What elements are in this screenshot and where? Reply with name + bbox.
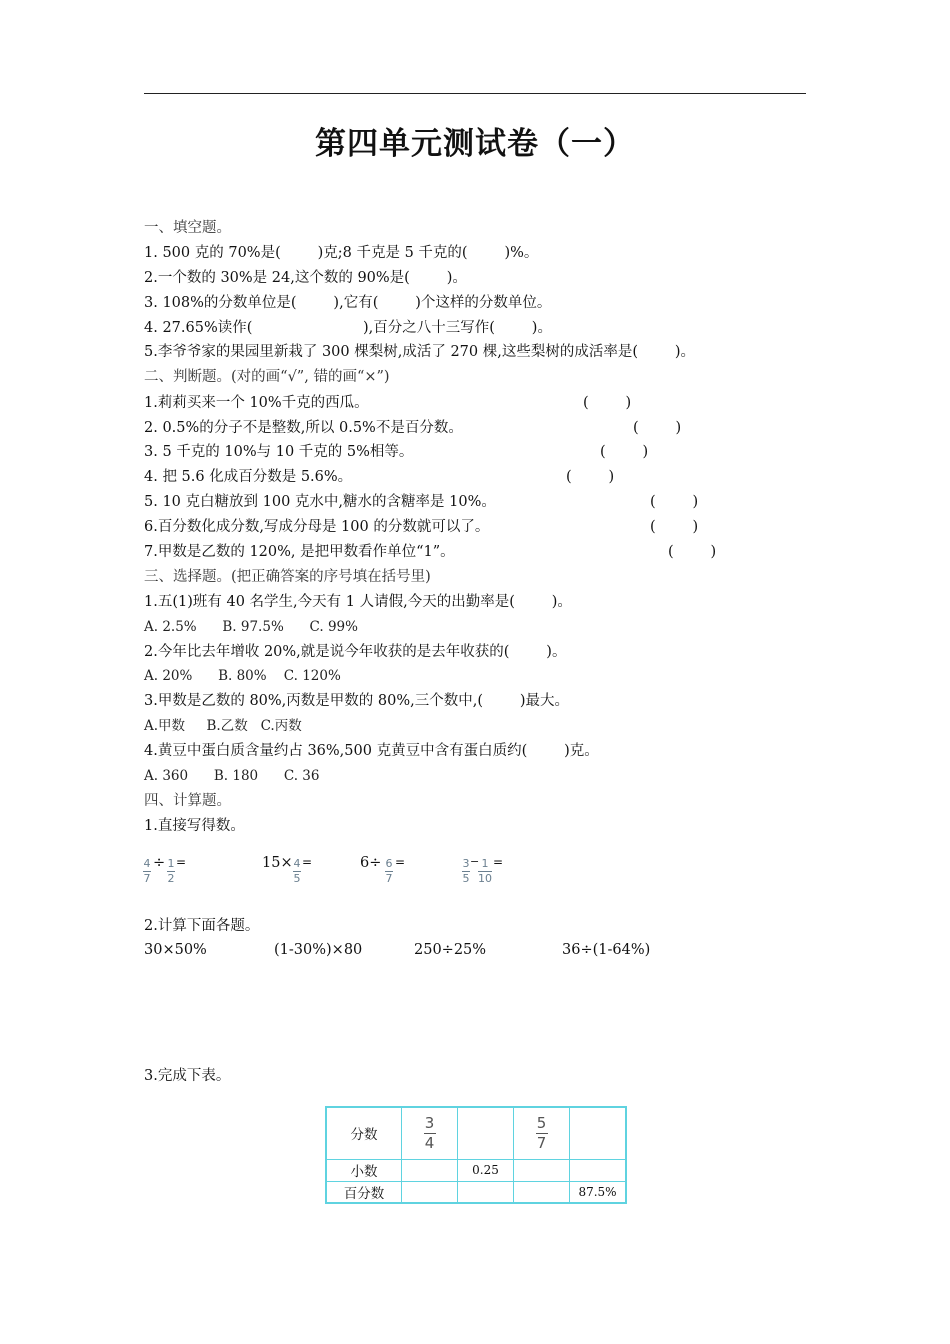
table-cell xyxy=(570,1159,627,1181)
fraction xyxy=(293,858,301,885)
table-cell xyxy=(402,1107,458,1159)
table-cell xyxy=(570,1107,627,1159)
row-label-fraction: 分数 xyxy=(326,1107,402,1159)
denominator: 2 xyxy=(167,872,175,885)
operator: − xyxy=(470,855,480,868)
fill-question-5: 5.李爷爷家的果园里新栽了 300 棵梨树,成活了 270 棵,这些梨树的成活率是( )。 xyxy=(144,344,696,360)
judge-question-5: 5. 10 克白糖放到 100 克水中,糖水的含糖率是 10%。 xyxy=(144,494,496,510)
judge-answer-1: ( ) xyxy=(583,395,632,411)
fraction xyxy=(167,858,175,885)
table-row-fraction xyxy=(326,1107,626,1159)
judge-answer-7: ( ) xyxy=(668,544,717,560)
table-cell xyxy=(514,1159,570,1181)
operand: 15× xyxy=(262,855,293,871)
table-cell: 0.25 xyxy=(458,1159,514,1181)
judge-question-6: 6.百分数化成分数,写成分母是 100 的分数就可以了。 xyxy=(144,519,490,535)
denominator: 5 xyxy=(462,872,470,885)
fraction xyxy=(143,858,151,885)
table-cell xyxy=(458,1107,514,1159)
table-cell xyxy=(402,1181,458,1203)
denominator: 5 xyxy=(293,872,301,885)
row-label-percent: 百分数 xyxy=(326,1181,402,1203)
choice-options-4: A. 360 B. 180 C. 36 xyxy=(144,768,320,784)
numerator: 4 xyxy=(293,857,301,870)
fraction xyxy=(478,858,492,885)
judge-question-1: 1.莉莉买来一个 10%千克的西瓜。 xyxy=(144,395,369,411)
fill-question-4: 4. 27.65%读作( ),百分之八十三写作( )。 xyxy=(144,320,552,336)
choice-question-4: 4.黄豆中蛋白质含量约占 36%,500 克黄豆中含有蛋白质约( )克。 xyxy=(144,743,599,759)
fraction xyxy=(462,858,470,885)
section-fill-in-heading: 一、填空题。 xyxy=(144,220,231,236)
judge-answer-4: ( ) xyxy=(566,469,615,485)
table-cell xyxy=(514,1107,570,1159)
choice-options-3: A.甲数 B.乙数 C.丙数 xyxy=(144,718,302,734)
numerator: 6 xyxy=(385,857,393,870)
equals: = xyxy=(395,855,406,869)
direct-answer-heading: 1.直接写得数。 xyxy=(144,818,245,834)
fill-question-3: 3. 108%的分数单位是( ),它有( )个这样的分数单位。 xyxy=(144,295,552,311)
judge-answer-5: ( ) xyxy=(650,494,699,510)
judge-answer-3: ( ) xyxy=(600,444,649,460)
fill-question-2: 2.一个数的 30%是 24,这个数的 90%是( )。 xyxy=(144,270,467,286)
table-row-percent xyxy=(326,1181,626,1203)
conversion-table xyxy=(325,1106,627,1204)
calc-expression-4: 36÷(1-64%) xyxy=(562,942,651,958)
calc-expression-2: (1-30%)×80 xyxy=(274,942,363,958)
table-heading: 3.完成下表。 xyxy=(144,1068,231,1084)
page-title: 第四单元测试卷（一） xyxy=(315,126,635,162)
table-cell: 87.5% xyxy=(570,1181,627,1203)
table-cell xyxy=(402,1159,458,1181)
denominator: 7 xyxy=(536,1133,547,1152)
judge-answer-6: ( ) xyxy=(650,519,699,535)
numerator: 1 xyxy=(167,857,175,870)
fraction xyxy=(424,1115,436,1152)
table-cell xyxy=(458,1181,514,1203)
equals: = xyxy=(176,855,187,869)
operand: 6÷ xyxy=(360,855,382,871)
section-calc-heading: 四、计算题。 xyxy=(144,793,231,809)
fraction xyxy=(536,1115,548,1152)
equals: = xyxy=(493,855,504,869)
calculate-heading: 2.计算下面各题。 xyxy=(144,918,260,934)
calc-expression-1: 30×50% xyxy=(144,942,207,958)
choice-options-1: A. 2.5% B. 97.5% C. 99% xyxy=(144,619,358,635)
denominator: 7 xyxy=(385,872,393,885)
judge-question-2: 2. 0.5%的分子不是整数,所以 0.5%不是百分数。 xyxy=(144,420,463,436)
numerator: 3 xyxy=(462,857,470,870)
numerator: 3 xyxy=(424,1113,435,1132)
choice-question-1: 1.五(1)班有 40 名学生,今天有 1 人请假,今天的出勤率是( )。 xyxy=(144,594,572,610)
section-choice-heading: 三、选择题。(把正确答案的序号填在括号里) xyxy=(144,569,431,585)
calc-expression-3: 250÷25% xyxy=(414,942,487,958)
fill-question-1: 1. 500 克的 70%是( )克;8 千克是 5 千克的( )%。 xyxy=(144,245,539,261)
section-judge-heading: 二、判断题。(对的画“√”, 错的画“×”) xyxy=(144,369,390,385)
operator: ÷ xyxy=(153,855,166,871)
numerator: 1 xyxy=(481,857,489,870)
row-label-decimal: 小数 xyxy=(326,1159,402,1181)
fraction xyxy=(385,858,393,885)
table-cell xyxy=(514,1181,570,1203)
choice-options-2: A. 20% B. 80% C. 120% xyxy=(144,668,341,684)
choice-question-3: 3.甲数是乙数的 80%,丙数是甲数的 80%,三个数中,( )最大。 xyxy=(144,693,570,709)
judge-question-7: 7.甲数是乙数的 120%, 是把甲数看作单位“1”。 xyxy=(144,544,455,560)
header-rule xyxy=(144,93,806,94)
denominator: 4 xyxy=(424,1133,435,1152)
table-row-decimal xyxy=(326,1159,626,1181)
denominator: 7 xyxy=(143,872,151,885)
numerator: 5 xyxy=(536,1113,547,1132)
denominator: 10 xyxy=(478,872,492,885)
choice-question-2: 2.今年比去年增收 20%,就是说今年收获的是去年收获的( )。 xyxy=(144,644,567,660)
judge-question-3: 3. 5 千克的 10%与 10 千克的 5%相等。 xyxy=(144,444,414,460)
judge-answer-2: ( ) xyxy=(633,420,682,436)
judge-question-4: 4. 把 5.6 化成百分数是 5.6%。 xyxy=(144,469,353,485)
numerator: 4 xyxy=(143,857,151,870)
equals: = xyxy=(302,855,313,869)
